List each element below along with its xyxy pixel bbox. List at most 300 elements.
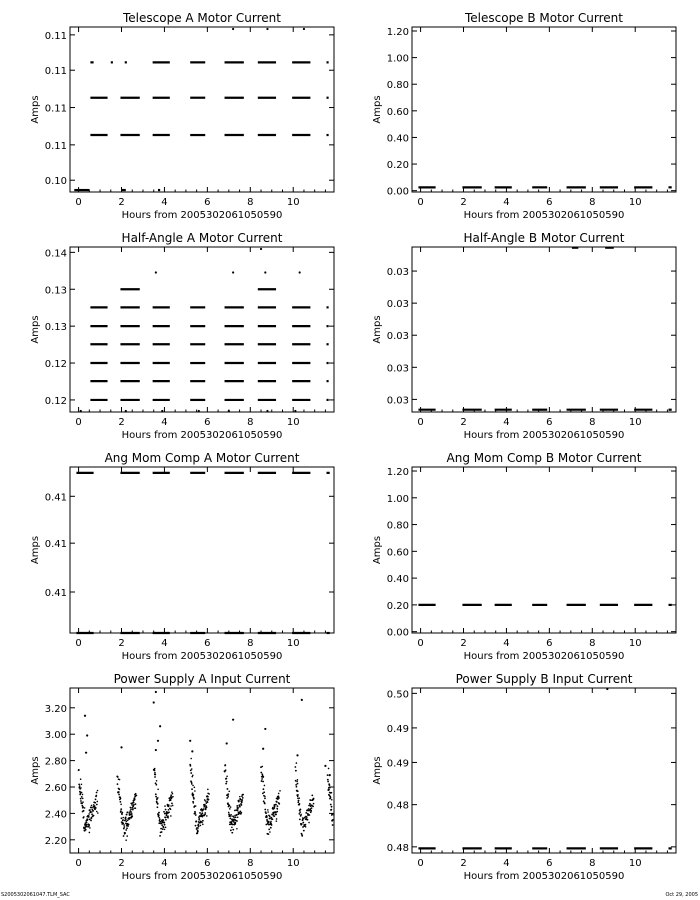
x-axis-label: Hours from 2005302061050590 bbox=[463, 871, 625, 882]
data-point bbox=[88, 815, 90, 817]
data-point bbox=[303, 28, 305, 30]
data-point bbox=[305, 824, 307, 826]
data-point bbox=[313, 803, 315, 805]
x-tick-label: 2 bbox=[118, 858, 125, 869]
data-point bbox=[228, 812, 230, 814]
data-cycle bbox=[327, 768, 335, 826]
data-point bbox=[159, 818, 161, 820]
data-point bbox=[119, 801, 121, 803]
x-tick-label: 10 bbox=[286, 197, 300, 208]
data-point bbox=[271, 818, 273, 820]
data-point bbox=[192, 785, 194, 787]
x-tick-label: 10 bbox=[286, 417, 300, 428]
data-point bbox=[162, 819, 164, 821]
data-point bbox=[194, 812, 196, 814]
data-point bbox=[269, 815, 271, 817]
data-point bbox=[190, 765, 192, 767]
data-point bbox=[80, 800, 82, 802]
y-tick-label: 0.50 bbox=[386, 689, 409, 701]
data-point bbox=[85, 829, 87, 831]
data-point bbox=[264, 796, 266, 798]
data-point bbox=[301, 835, 303, 837]
data-point bbox=[237, 810, 239, 812]
data-point bbox=[240, 799, 242, 801]
x-tick-label: 6 bbox=[546, 417, 553, 428]
data-point bbox=[202, 824, 204, 826]
data-point bbox=[308, 822, 310, 824]
data-point bbox=[158, 822, 160, 824]
chart-panel-2 bbox=[372, 11, 676, 221]
data-point bbox=[207, 789, 209, 791]
data-point bbox=[296, 786, 298, 788]
data-point bbox=[156, 780, 158, 782]
y-tick-label: 0.41 bbox=[44, 539, 67, 551]
data-cycle bbox=[78, 769, 99, 833]
data-point bbox=[208, 799, 210, 801]
data-point bbox=[193, 798, 195, 800]
y-tick-label: 0.03 bbox=[386, 395, 409, 407]
data-point bbox=[191, 788, 193, 790]
data-point bbox=[295, 780, 297, 782]
x-axis-label: Hours from 2005302061050590 bbox=[121, 210, 283, 221]
data-point bbox=[236, 814, 238, 816]
x-tick-label: 8 bbox=[589, 638, 596, 649]
data-point bbox=[297, 779, 299, 781]
data-point bbox=[164, 829, 166, 831]
data-point bbox=[235, 816, 237, 818]
data-point bbox=[198, 825, 200, 827]
data-point bbox=[327, 774, 329, 776]
data-point bbox=[168, 804, 170, 806]
data-point bbox=[119, 799, 121, 801]
data-point bbox=[82, 798, 84, 800]
data-point bbox=[121, 817, 123, 819]
plot-frame bbox=[70, 247, 334, 412]
x-tick-label: 8 bbox=[589, 417, 596, 428]
y-tick-label: 2.60 bbox=[44, 783, 67, 794]
data-point bbox=[331, 814, 333, 816]
plot-frame bbox=[70, 27, 334, 192]
y-tick-label: 0.48 bbox=[386, 800, 409, 812]
x-tick-label: 0 bbox=[75, 858, 82, 869]
data-point bbox=[131, 816, 133, 818]
data-point bbox=[123, 826, 125, 828]
y-tick-label: 0.49 bbox=[386, 758, 409, 770]
data-point bbox=[237, 807, 239, 809]
chart-title: Ang Mom Comp A Motor Current bbox=[104, 451, 300, 465]
data-point bbox=[81, 792, 83, 794]
data-point bbox=[194, 790, 196, 792]
data-point bbox=[122, 819, 124, 821]
data-point bbox=[96, 811, 98, 813]
data-point bbox=[232, 28, 234, 30]
data-point bbox=[170, 794, 172, 796]
data-point bbox=[97, 801, 99, 803]
data-point bbox=[96, 792, 98, 794]
y-tick-label: 0.11 bbox=[44, 140, 67, 152]
y-tick-label: 0.41 bbox=[44, 492, 67, 504]
data-point bbox=[126, 814, 128, 816]
data-point bbox=[225, 769, 227, 771]
data-point bbox=[312, 805, 314, 807]
data-point bbox=[227, 793, 229, 795]
data-point bbox=[226, 775, 228, 777]
data-point bbox=[200, 825, 202, 827]
data-point bbox=[158, 812, 160, 814]
data-point bbox=[260, 248, 262, 250]
data-point bbox=[164, 817, 166, 819]
x-axis-label: Hours from 2005302061050590 bbox=[463, 430, 625, 441]
data-point bbox=[165, 809, 167, 811]
data-point bbox=[330, 809, 332, 811]
data-point bbox=[84, 715, 86, 717]
x-tick-label: 10 bbox=[628, 417, 642, 428]
data-point bbox=[329, 798, 331, 800]
data-point bbox=[294, 410, 296, 412]
data-point bbox=[299, 818, 301, 820]
data-point bbox=[228, 791, 230, 793]
data-point bbox=[161, 410, 163, 412]
data-point bbox=[311, 807, 313, 809]
data-point bbox=[236, 805, 238, 807]
data-point bbox=[264, 809, 266, 811]
data-point bbox=[270, 817, 272, 819]
data-point bbox=[328, 794, 330, 796]
data-point bbox=[190, 772, 192, 774]
x-tick-label: 10 bbox=[628, 197, 642, 208]
data-point bbox=[228, 804, 230, 806]
y-tick-label: 0.40 bbox=[386, 133, 409, 145]
data-point bbox=[266, 28, 268, 30]
data-point bbox=[172, 793, 174, 795]
data-point bbox=[329, 784, 331, 786]
x-tick-label: 0 bbox=[417, 858, 424, 869]
data-point bbox=[268, 833, 270, 835]
x-tick-label: 0 bbox=[75, 417, 82, 428]
data-point bbox=[236, 820, 238, 822]
x-axis-label: Hours from 2005302061050590 bbox=[463, 651, 625, 662]
y-axis-label: Amps bbox=[372, 756, 383, 785]
data-point bbox=[158, 817, 160, 819]
data-point bbox=[332, 824, 334, 826]
data-point bbox=[123, 824, 125, 826]
data-point bbox=[123, 828, 125, 830]
data-point bbox=[88, 824, 90, 826]
data-point bbox=[80, 798, 82, 800]
y-tick-label: 1.20 bbox=[386, 467, 409, 479]
data-point bbox=[264, 803, 266, 805]
data-point bbox=[238, 801, 240, 803]
data-point bbox=[297, 794, 299, 796]
data-point bbox=[232, 824, 234, 826]
data-point bbox=[232, 719, 234, 721]
x-tick-label: 2 bbox=[460, 858, 467, 869]
y-tick-label: 3.00 bbox=[44, 730, 67, 742]
data-point bbox=[189, 740, 191, 742]
data-point bbox=[159, 821, 161, 823]
data-point bbox=[161, 824, 163, 826]
data-point bbox=[311, 794, 313, 796]
data-point bbox=[328, 788, 330, 790]
data-point bbox=[206, 806, 208, 808]
x-tick-label: 0 bbox=[417, 417, 424, 428]
data-point bbox=[86, 734, 88, 736]
data-point bbox=[272, 807, 274, 809]
data-point bbox=[309, 803, 311, 805]
x-tick-label: 8 bbox=[589, 197, 596, 208]
data-point bbox=[157, 806, 159, 808]
data-point bbox=[224, 764, 226, 766]
data-point bbox=[264, 728, 266, 730]
data-point bbox=[195, 820, 197, 822]
data-point bbox=[94, 802, 96, 804]
data-point bbox=[266, 816, 268, 818]
data-point bbox=[156, 801, 158, 803]
data-point bbox=[230, 814, 232, 816]
plot-frame bbox=[70, 688, 334, 853]
data-point bbox=[84, 807, 86, 809]
data-point bbox=[171, 791, 173, 793]
data-point bbox=[155, 749, 157, 751]
data-point bbox=[308, 805, 310, 807]
data-point bbox=[303, 830, 305, 832]
data-point bbox=[298, 800, 300, 802]
data-point bbox=[125, 410, 127, 412]
data-point bbox=[261, 780, 263, 782]
data-point bbox=[169, 808, 171, 810]
y-tick-label: 2.40 bbox=[44, 809, 67, 821]
data-point bbox=[130, 807, 132, 809]
data-point bbox=[81, 784, 83, 786]
chart-title: Power Supply A Input Current bbox=[113, 672, 291, 686]
x-tick-label: 4 bbox=[503, 417, 510, 428]
data-point bbox=[158, 814, 160, 816]
data-point bbox=[275, 813, 277, 815]
data-point bbox=[242, 797, 244, 799]
data-point bbox=[268, 821, 270, 823]
x-tick-label: 2 bbox=[460, 197, 467, 208]
data-point bbox=[92, 810, 94, 812]
data-point bbox=[239, 796, 241, 798]
data-point bbox=[82, 801, 84, 803]
data-point bbox=[155, 271, 157, 273]
data-point bbox=[310, 810, 312, 812]
x-tick-label: 2 bbox=[460, 417, 467, 428]
data-point bbox=[171, 802, 173, 804]
data-point bbox=[228, 410, 230, 412]
data-point bbox=[234, 822, 236, 824]
data-point bbox=[276, 820, 278, 822]
chart-panel-7 bbox=[30, 672, 335, 882]
y-tick-label: 0.00 bbox=[386, 627, 409, 639]
data-point bbox=[263, 791, 265, 793]
data-point bbox=[89, 827, 91, 829]
data-point bbox=[170, 805, 172, 807]
data-point bbox=[295, 770, 297, 772]
data-point bbox=[305, 826, 307, 828]
data-point bbox=[167, 817, 169, 819]
x-tick-label: 4 bbox=[503, 638, 510, 649]
data-point bbox=[299, 811, 301, 813]
data-point bbox=[191, 783, 193, 785]
data-point bbox=[329, 774, 331, 776]
data-point bbox=[127, 820, 129, 822]
data-point bbox=[119, 796, 121, 798]
data-point bbox=[207, 801, 209, 803]
data-point bbox=[121, 813, 123, 815]
data-point bbox=[269, 831, 271, 833]
y-tick-label: 0.20 bbox=[386, 160, 409, 172]
data-point bbox=[242, 794, 244, 796]
data-point bbox=[297, 801, 299, 803]
data-point bbox=[122, 817, 124, 819]
data-point bbox=[606, 688, 608, 690]
data-point bbox=[231, 826, 233, 828]
y-tick-label: 0.11 bbox=[44, 66, 67, 78]
data-point bbox=[204, 804, 206, 806]
data-point bbox=[154, 774, 156, 776]
data-point bbox=[204, 812, 206, 814]
y-tick-label: 0.20 bbox=[386, 600, 409, 612]
x-tick-label: 8 bbox=[247, 858, 254, 869]
data-point bbox=[205, 800, 207, 802]
data-point bbox=[134, 798, 136, 800]
data-point bbox=[270, 827, 272, 829]
data-point bbox=[195, 805, 197, 807]
x-tick-label: 6 bbox=[204, 197, 211, 208]
y-tick-label: 0.11 bbox=[44, 30, 67, 42]
data-point bbox=[163, 826, 165, 828]
data-point bbox=[275, 804, 277, 806]
data-point bbox=[117, 776, 119, 778]
data-point bbox=[128, 824, 130, 826]
x-tick-label: 4 bbox=[161, 858, 168, 869]
data-point bbox=[192, 774, 194, 776]
y-tick-label: 0.14 bbox=[44, 248, 67, 260]
data-point bbox=[328, 768, 330, 770]
data-point bbox=[267, 811, 269, 813]
y-tick-label: 0.41 bbox=[44, 587, 67, 599]
data-point bbox=[82, 794, 84, 796]
data-point bbox=[274, 806, 276, 808]
data-point bbox=[301, 699, 303, 701]
data-point bbox=[265, 812, 267, 814]
data-point bbox=[300, 815, 302, 817]
data-point bbox=[279, 790, 281, 792]
data-point bbox=[164, 824, 166, 826]
data-point bbox=[305, 812, 307, 814]
y-tick-label: 0.03 bbox=[386, 299, 409, 311]
data-point bbox=[268, 828, 270, 830]
data-point bbox=[190, 758, 192, 760]
y-tick-label: 0.03 bbox=[386, 331, 409, 343]
data-point bbox=[225, 778, 227, 780]
data-point bbox=[131, 807, 133, 809]
y-tick-label: 0.00 bbox=[386, 186, 409, 198]
data-point bbox=[329, 796, 331, 798]
data-point bbox=[225, 783, 227, 785]
data-point bbox=[202, 820, 204, 822]
chart-title: Half-Angle B Motor Current bbox=[463, 231, 625, 245]
data-point bbox=[120, 804, 122, 806]
y-tick-label: 3.20 bbox=[44, 703, 67, 715]
x-tick-label: 8 bbox=[589, 858, 596, 869]
data-point bbox=[331, 792, 333, 794]
data-point bbox=[157, 788, 159, 790]
data-point bbox=[333, 814, 335, 816]
x-axis-label: Hours from 2005302061050590 bbox=[121, 651, 283, 662]
chart-panel-8 bbox=[372, 672, 676, 882]
data-point bbox=[297, 783, 299, 785]
data-point bbox=[236, 828, 238, 830]
data-point bbox=[161, 831, 163, 833]
data-point bbox=[155, 796, 157, 798]
y-tick-label: 0.49 bbox=[386, 723, 409, 735]
data-point bbox=[232, 271, 234, 273]
data-point bbox=[160, 828, 162, 830]
data-point bbox=[118, 788, 120, 790]
data-point bbox=[229, 818, 231, 820]
chart-panel-4 bbox=[372, 231, 676, 441]
data-point bbox=[307, 819, 309, 821]
data-point bbox=[241, 802, 243, 804]
y-tick-label: 0.03 bbox=[386, 363, 409, 375]
x-tick-label: 2 bbox=[460, 638, 467, 649]
data-point bbox=[95, 807, 97, 809]
data-point bbox=[301, 823, 303, 825]
x-tick-label: 8 bbox=[247, 197, 254, 208]
data-point bbox=[165, 819, 167, 821]
data-point bbox=[331, 799, 333, 801]
data-point bbox=[78, 783, 80, 785]
data-point bbox=[125, 816, 127, 818]
data-point bbox=[276, 818, 278, 820]
data-point bbox=[154, 770, 156, 772]
data-point bbox=[125, 839, 127, 841]
data-point bbox=[88, 813, 90, 815]
data-point bbox=[271, 824, 273, 826]
data-point bbox=[206, 815, 208, 817]
data-point bbox=[194, 787, 196, 789]
x-tick-label: 10 bbox=[628, 638, 642, 649]
data-cycle bbox=[189, 758, 210, 835]
data-point bbox=[89, 809, 91, 811]
data-point bbox=[80, 787, 82, 789]
data-point bbox=[166, 811, 168, 813]
chart-panel-3 bbox=[30, 231, 334, 441]
data-point bbox=[230, 829, 232, 831]
x-tick-label: 8 bbox=[247, 417, 254, 428]
data-point bbox=[276, 801, 278, 803]
y-tick-label: 1.00 bbox=[386, 53, 409, 65]
data-point bbox=[327, 779, 329, 781]
data-point bbox=[125, 829, 127, 831]
data-point bbox=[131, 813, 133, 815]
data-point bbox=[86, 822, 88, 824]
data-point bbox=[118, 794, 120, 796]
data-point bbox=[192, 801, 194, 803]
data-point bbox=[273, 815, 275, 817]
x-tick-label: 10 bbox=[286, 638, 300, 649]
y-axis-label: Amps bbox=[372, 535, 383, 565]
data-point bbox=[130, 809, 132, 811]
data-point bbox=[264, 271, 266, 273]
data-point bbox=[241, 812, 243, 814]
data-point bbox=[308, 814, 310, 816]
data-point bbox=[123, 835, 125, 837]
data-point bbox=[92, 815, 94, 817]
chart-panel-6 bbox=[372, 451, 676, 662]
